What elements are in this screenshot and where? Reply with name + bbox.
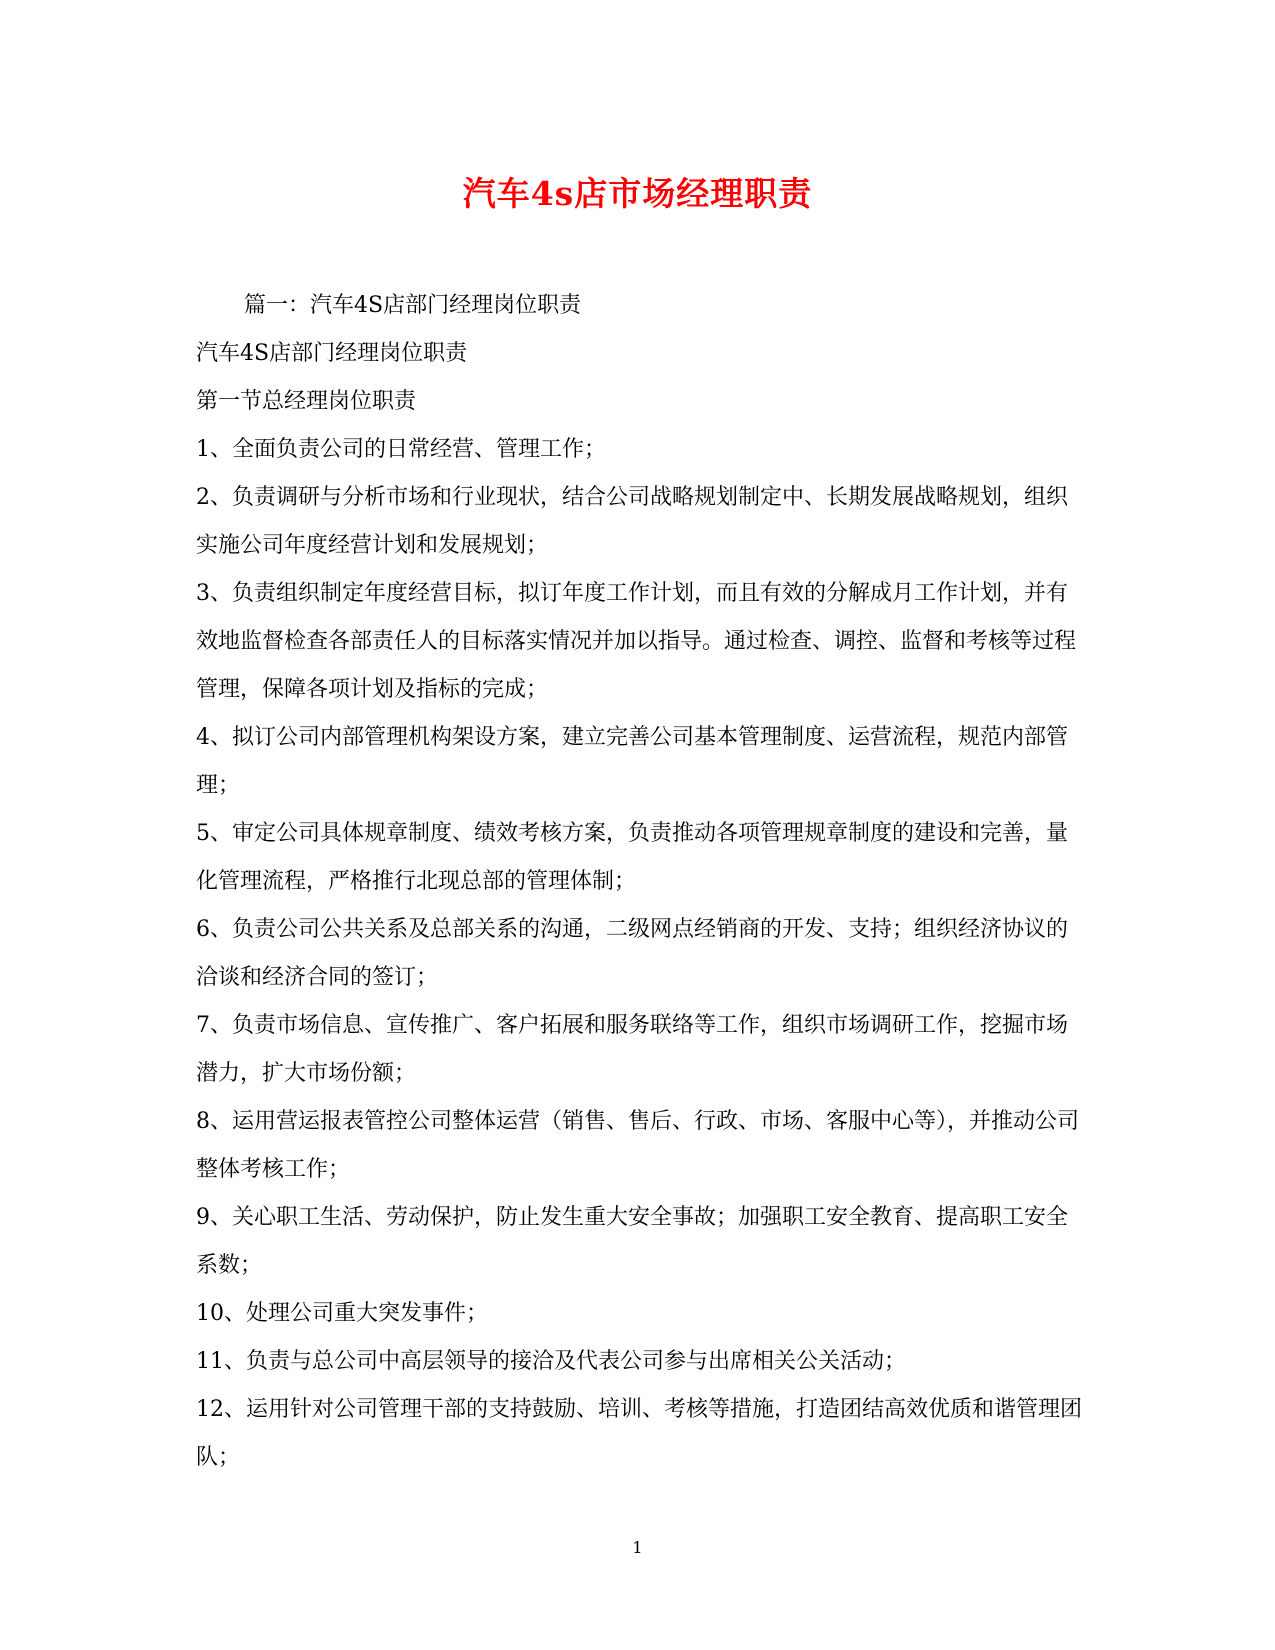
duty-item-10: 10、处理公司重大突发事件； [196,1301,488,1326]
duty-item-9: 9、关心职工生活、劳动保护，防止发生重大安全事故；加强职工安全教育、提高职工安全系数； [196,1205,1069,1278]
document-title: 汽车4s店市场经理职责 [462,174,813,213]
duty-item-3: 3、负责组织制定年度经营目标，拟订年度工作计划，而且有效的分解成月工作计划，并有效地监督检查各部责任人的目标落实情况并加以指导。通过检查、调控、监督和考核等过程管理，保障各项计划及指标的完成； [196,581,1077,702]
duty-item-5: 5、审定公司具体规章制度、绩效考核方案，负责推动各项管理规章制度的建设和完善，量化管理流程，严格推行北现总部的管理体制； [196,821,1069,894]
duty-item-6: 6、负责公司公共关系及总部关系的沟通，二级网点经销商的开发、支持；组织经济协议的洽谈和经济合同的签订； [196,917,1069,990]
chapter-heading: 第一节总经理岗位职责 [196,389,417,414]
duty-item-12: 12、运用针对公司管理干部的支持鼓励、培训、考核等措施，打造团结高效优质和谐管理团队； [196,1397,1082,1470]
duty-item-8: 8、运用营运报表管控公司整体运营（销售、售后、行政、市场、客服中心等），并推动公司整体考核工作； [196,1109,1080,1182]
duty-item-7: 7、负责市场信息、宣传推广、客户拓展和服务联络等工作，组织市场调研工作，挖掘市场潜力，扩大市场份额； [196,1013,1069,1086]
page-number: 1 [632,1538,643,1557]
document-subtitle: 汽车4S店部门经理岗位职责 [196,341,468,366]
duty-item-4: 4、拟订公司内部管理机构架设方案，建立完善公司基本管理制度、运营流程，规范内部管理； [196,725,1069,798]
duty-item-2: 2、负责调研与分析市场和行业现状，结合公司战略规划制定中、长期发展战略规划，组织实施公司年度经营计划和发展规划； [196,485,1069,558]
duty-item-1: 1、全面负责公司的日常经营、管理工作； [196,437,606,462]
duty-item-11: 11、负责与总公司中高层领导的接洽及代表公司参与出席相关公关活动； [196,1349,906,1374]
section-heading: 篇一：汽车4S店部门经理岗位职责 [244,293,582,318]
document-body [196,282,1086,1482]
